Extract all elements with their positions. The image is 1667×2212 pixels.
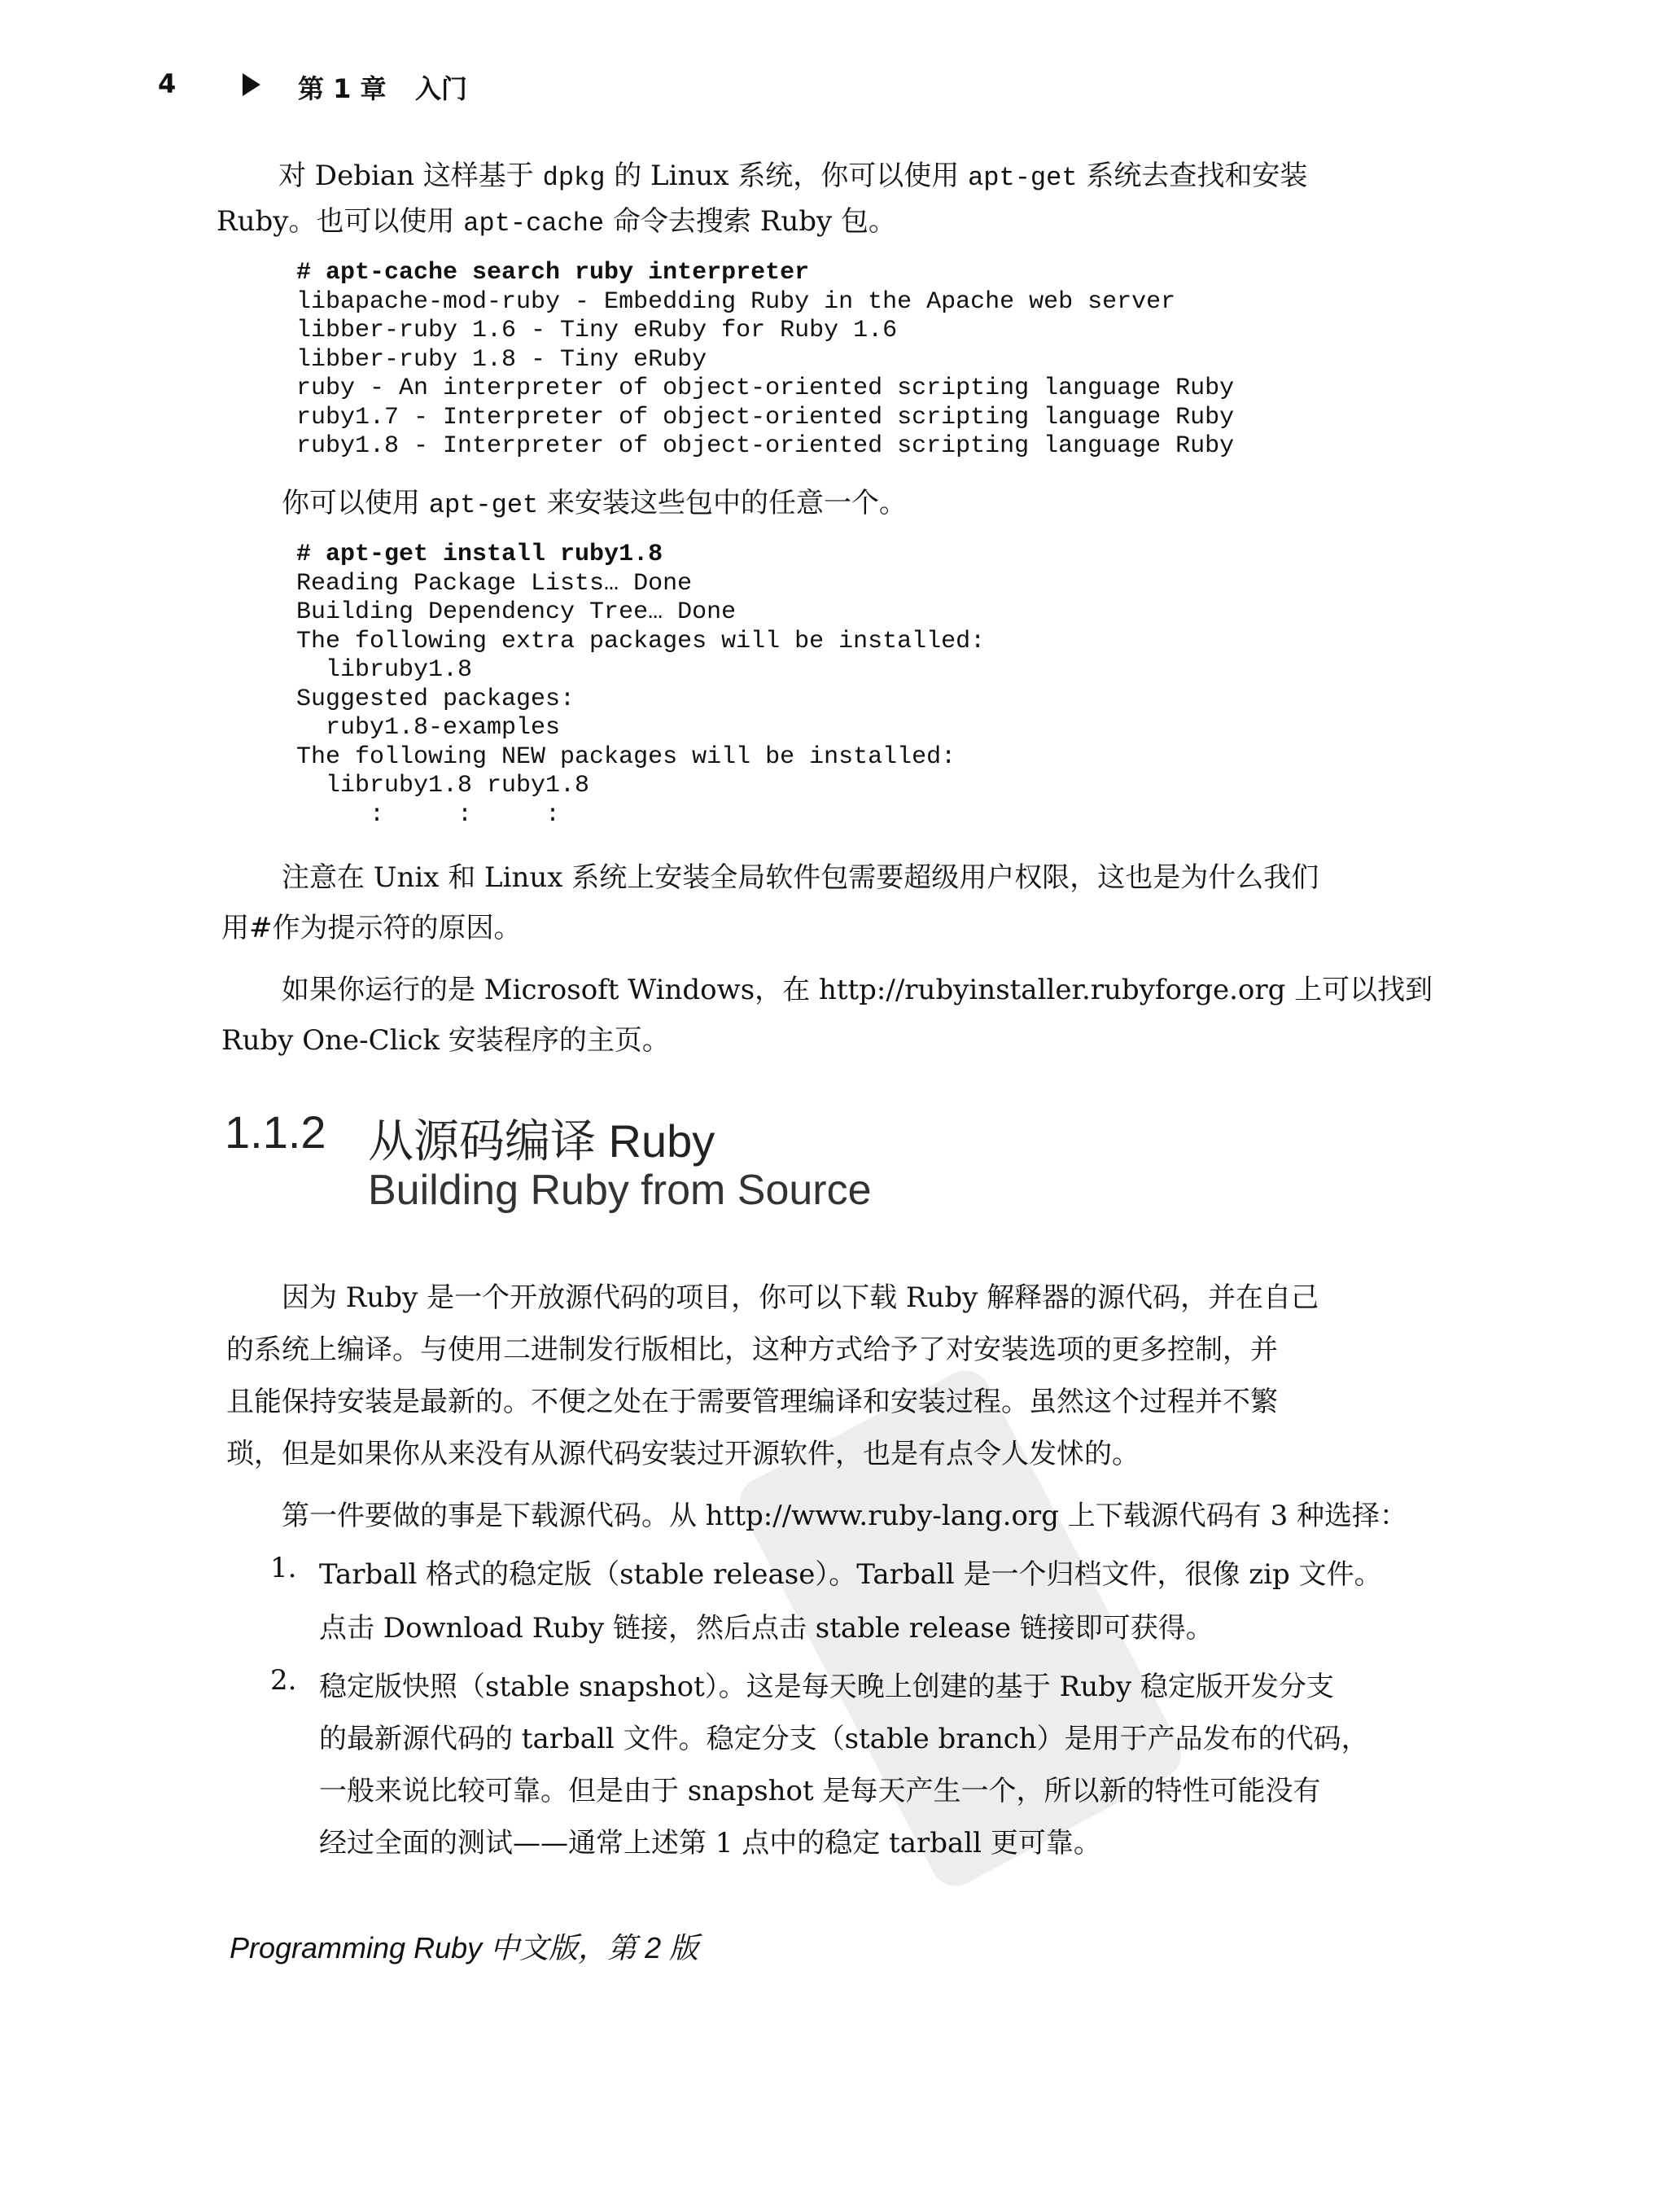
install-text-a: 你可以使用 xyxy=(282,487,429,519)
list-item-line: 经过全面的测试——通常上述第 1 点中的稳定 tarball 更可靠。 xyxy=(319,1827,1101,1859)
body-line: 且能保持安装是最新的。不便之处在于需要管理编译和安装过程。虽然这个过程并不繁 xyxy=(226,1386,1278,1418)
code-line: Suggested packages: xyxy=(296,685,575,713)
install-text-b: 来安装这些包中的任意一个。 xyxy=(538,487,908,519)
intro-text-d: Ruby。也可以使用 xyxy=(217,205,464,238)
code-line: The following extra packages will be installed: xyxy=(296,627,986,655)
intro-text-a: 对 Debian 这样基于 xyxy=(278,160,543,192)
note-line-2: 用#作为提示符的原因。 xyxy=(221,912,522,944)
code-line: ruby1.8 - Interpreter of object-oriented scripting language Ruby xyxy=(296,432,1235,460)
windows-line-1: 如果你运行的是 Microsoft Windows，在 http://rubyinstaller.rubyforge.org 上可以找到 xyxy=(282,974,1433,1006)
list-item-line: 一般来说比较可靠。但是由于 snapshot 是每天产生一个，所以新的特性可能没有 xyxy=(319,1775,1321,1807)
code-line: Building Dependency Tree… Done xyxy=(296,598,737,626)
code-block-apt-get xyxy=(296,541,985,830)
windows-line-2: Ruby One-Click 安装程序的主页。 xyxy=(221,1024,670,1057)
code-line: ruby1.7 - Interpreter of object-oriented scripting language Ruby xyxy=(296,403,1235,431)
code-command: # apt-cache search ruby interpreter xyxy=(296,259,810,287)
intro-text-e: 命令去搜索 Ruby 包。 xyxy=(604,205,897,238)
code-block-apt-cache xyxy=(296,259,1234,462)
list-item-line: 点击 Download Ruby 链接，然后点击 stable release 链接即可获得。 xyxy=(319,1612,1214,1645)
intro-text-b: 的 Linux 系统，你可以使用 xyxy=(605,160,969,192)
list-item-line: 稳定版快照（stable snapshot）。这是每天晚上创建的基于 Ruby 稳定版开发分支 xyxy=(319,1671,1334,1703)
chapter-number: 第 1 章 xyxy=(298,73,387,104)
body-line: 琐，但是如果你从来没有从源代码安装过开源软件，也是有点令人发怵的。 xyxy=(226,1438,1140,1470)
inline-code-apt-get: apt-get xyxy=(968,163,1078,193)
inline-code-apt-cache: apt-cache xyxy=(463,208,605,239)
page-number: 4 xyxy=(158,68,177,99)
code-line: libruby1.8 ruby1.8 xyxy=(296,772,590,799)
intro-line-1 xyxy=(278,153,1307,193)
body-download-sentence: 第一件要做的事是下载源代码。从 http://www.ruby-lang.org 上下载源代码有 3 种选择： xyxy=(282,1500,1408,1532)
section-title: 从源码编译 Ruby xyxy=(368,1115,715,1167)
code-line: Reading Package Lists… Done xyxy=(296,569,693,598)
code-line: : : : xyxy=(296,800,561,829)
intro-text-c: 系统去查找和安装 xyxy=(1077,160,1308,192)
list-item-line: Tarball 格式的稳定版（stable release）。Tarball 是一个归档文件，很像 zip 文件。 xyxy=(319,1558,1382,1591)
triangle-arrow-icon xyxy=(243,73,260,96)
body-line: 因为 Ruby 是一个开放源代码的项目，你可以下载 Ruby 解释器的源代码，并在自己 xyxy=(282,1281,1319,1314)
code-line: The following NEW packages will be installed: xyxy=(296,742,956,771)
code-line: ruby - An interpreter of object-oriented scripting language Ruby xyxy=(296,375,1235,402)
body-line: 的系统上编译。与使用二进制发行版相比，这种方式给予了对安装选项的更多控制，并 xyxy=(226,1334,1278,1366)
section-subtitle: Building Ruby from Source xyxy=(368,1167,872,1214)
inline-code-apt-get-2: apt-get xyxy=(428,490,539,520)
intro-line-2 xyxy=(217,199,896,239)
list-item-number: 2. xyxy=(270,1664,297,1697)
code-line: libber-ruby 1.6 - Tiny eRuby for Ruby 1.6 xyxy=(296,317,898,344)
code-line: libapache-mod-ruby - Embedding Ruby in the Apache web server xyxy=(296,287,1176,316)
code-line: libruby1.8 xyxy=(296,656,473,684)
list-item-line: 的最新源代码的 tarball 文件。稳定分支（stable branch）是用于产品发布的代码， xyxy=(319,1723,1369,1755)
code-line: libber-ruby 1.8 - Tiny eRuby xyxy=(296,345,707,374)
note-line-1: 注意在 Unix 和 Linux 系统上安装全局软件包需要超级用户权限，这也是为什么我们 xyxy=(282,861,1319,894)
book-title-footer: Programming Ruby 中文版，第 2 版 xyxy=(230,1931,699,1965)
install-sentence xyxy=(282,480,907,520)
section-number: 1.1.2 xyxy=(225,1106,326,1158)
code-command: # apt-get install ruby1.8 xyxy=(296,541,663,568)
code-line: ruby1.8-examples xyxy=(296,714,561,742)
inline-code-dpkg: dpkg xyxy=(542,163,606,193)
chapter-title: 入门 xyxy=(415,73,468,104)
list-item-number: 1. xyxy=(270,1552,297,1584)
